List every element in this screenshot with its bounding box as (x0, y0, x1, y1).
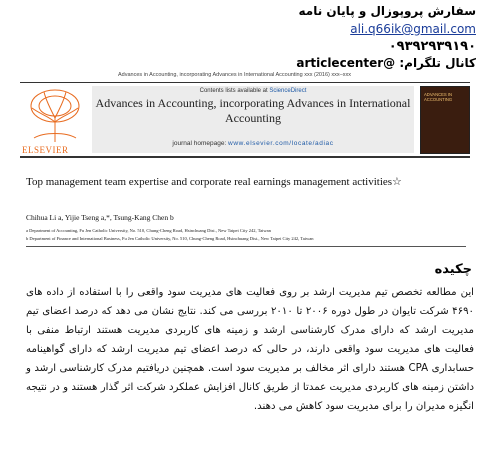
divider (26, 246, 466, 247)
article-title: Top management team expertise and corporate real earnings management activities☆ (26, 176, 402, 188)
homepage-link[interactable]: www.elsevier.com/locate/adiac (228, 140, 334, 147)
article-authors: Chihua Li a, Yijie Tseng a,*, Tsung-Kang Chen b (26, 213, 174, 222)
sciencedirect-link[interactable]: ScienceDirect (269, 88, 307, 94)
journal-cover-title: ADVANCES IN ACCOUNTING (424, 92, 453, 102)
elsevier-tree-logo (24, 88, 86, 144)
promo-phone: ۰۹۳۹۲۹۳۹۱۹۰ (388, 39, 476, 54)
contents-prefix: Contents lists available at (199, 88, 270, 94)
promo-email-link[interactable]: ali.q66ik@gmail.com (350, 22, 476, 36)
journal-title: Advances in Accounting, incorporating Advances in International Accounting (95, 96, 411, 125)
journal-homepage (92, 140, 414, 147)
homepage-prefix: journal homepage: (172, 140, 229, 147)
elsevier-wordmark: ELSEVIER (22, 145, 69, 155)
abstract-heading: چکیده (434, 262, 472, 277)
contents-line (92, 88, 414, 94)
affiliation-b: b Department of Finance and International Business, Fu Jen Catholic University, No. 510, Chung-Cheng Road, Hsinchuang Dist., New Taipei City 242, Taiwan (26, 236, 314, 241)
divider (20, 82, 470, 83)
affiliation-a: a Department of Accounting, Fu Jen Catholic University, No. 510, Chung-Cheng Road, Hsinchuang Dist., New Taipei City 242, Taiwan (26, 228, 271, 233)
journal-reference: Advances in Accounting, incorporating Advances in International Accounting xxx (2016) xxx–xxx (118, 72, 351, 78)
promo-telegram: کانال تلگرام: @articlecenter (296, 56, 476, 70)
divider (20, 156, 470, 158)
abstract-body: این مطالعه تخصص تیم مدیریت ارشد بر روی فعالیت های مدیریت سود واقعی را با استفاده از داده های ۴۶۹۰ شرکت تایوان در طول دوره ۲۰۰۶ تا ۲۰۱۰ بررسی می کند. نتایج نشان می دهد که درصد اعضای تیم مدیریت ارشد که دارای مدرک کارشناسی ارشد و زمینه های کاربردی مدیریت هستند ارتباط منفی با فعالیت های مدیریت سود واقعی دارند، در حالی که درصد اعضای تیم مدیریت ارشد که دارای گواهینامه حسابداری CPA هستند دارای اثر مخالف بر مدیریت سود است. همچنین دریافتیم مدرک کارشناسی ارشد و داشتن زمینه های کاربردی مدیریت عمدتا از طریق کانال افزایش عملکرد شرکت اثر گذار هستند و در نتیجه انگیزه مدیران را برای مدیریت سود کاهش می دهند. (26, 287, 475, 412)
promo-title: سفارش پروپوزال و پایان نامه (298, 4, 476, 18)
